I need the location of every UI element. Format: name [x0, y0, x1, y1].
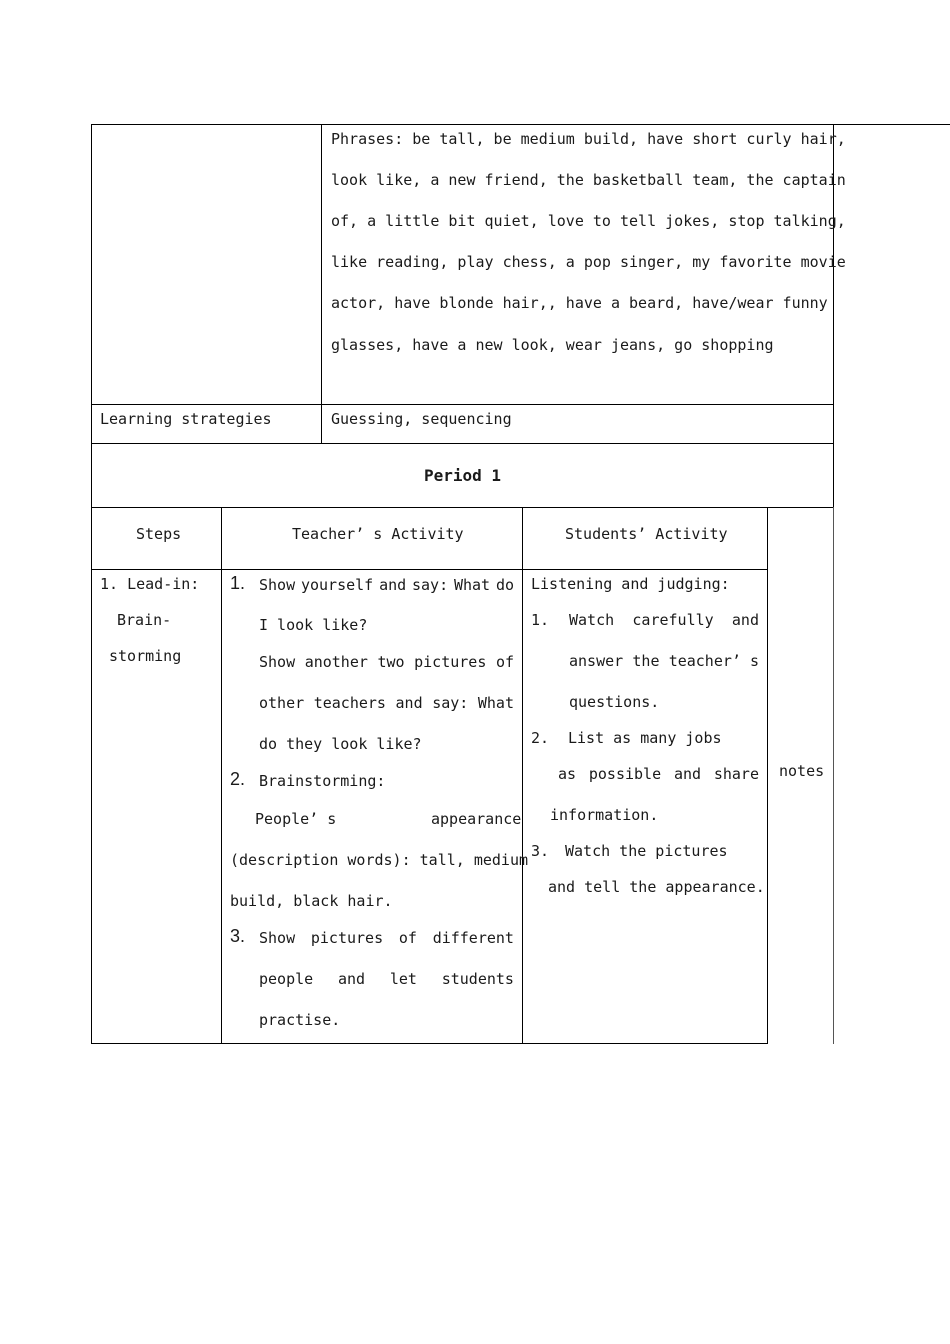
teacher-step-text: Show yourself and say: What do	[259, 576, 514, 594]
list-number: 2.	[230, 769, 246, 789]
teacher-step-text: do they look like?	[259, 735, 422, 753]
teacher-step-text: (description words): tall, medium	[230, 851, 529, 869]
teacher-step-text: I look like?	[259, 616, 368, 634]
teacher-step-text: Brainstorming:	[259, 772, 386, 790]
table-line	[91, 569, 767, 570]
students-step-text: and tell the appearance.	[548, 878, 765, 896]
teacher-step-text: People’ s	[255, 810, 337, 828]
table-line	[91, 124, 92, 1044]
phrases-line: of, a little bit quiet, love to tell jokes, stop talking,	[331, 212, 846, 230]
list-number: 3.	[531, 842, 550, 860]
phrases-line: glasses, have a new look, wear jeans, go shopping	[331, 336, 774, 354]
notes-label: notes	[779, 762, 825, 780]
table-line	[833, 124, 950, 125]
students-step-text: questions.	[569, 693, 660, 711]
students-step-text: as possible and share	[558, 765, 759, 783]
teacher-step-text: other teachers and say: What	[259, 694, 514, 712]
teacher-step-text: practise.	[259, 1011, 341, 1029]
table-line	[91, 507, 833, 508]
table-line	[522, 507, 523, 1044]
teacher-step-text: people and let students	[259, 970, 514, 988]
table-line	[833, 507, 834, 1044]
teacher-step-text: build, black hair.	[230, 892, 393, 910]
table-line	[91, 1043, 767, 1044]
teacher-step-text: Show another two pictures of	[259, 653, 514, 671]
table-line	[767, 507, 768, 1044]
table-line	[91, 443, 833, 444]
header-steps: Steps	[136, 525, 182, 543]
list-number: 2.	[531, 729, 550, 747]
phrases-line: Phrases: be tall, be medium build, have short curly hair,	[331, 130, 846, 148]
list-number: 3.	[230, 926, 246, 946]
step-subtitle: Brain-	[117, 611, 172, 629]
students-step-text: List as many jobs	[568, 729, 722, 747]
phrases-line: look like, a new friend, the basketball team, the captain	[331, 171, 846, 189]
teacher-step-text: Show pictures of different	[259, 929, 514, 947]
list-number: 1.	[230, 573, 246, 593]
strategies-label: Learning strategies	[100, 410, 272, 428]
strategies-value: Guessing, sequencing	[331, 410, 512, 428]
students-step-text: Watch carefully and	[569, 611, 759, 629]
table-line	[91, 404, 833, 405]
step-title: 1. Lead-in:	[100, 575, 200, 593]
teacher-step-text: appearance	[431, 810, 522, 828]
table-line	[221, 507, 222, 1044]
phrases-line: actor, have blonde hair,, have a beard, have/wear funny	[331, 294, 828, 312]
table-line	[321, 124, 322, 444]
header-teacher-activity: Teacher’ s Activity	[292, 525, 464, 543]
step-subtitle: storming	[109, 647, 182, 665]
phrases-line: like reading, play chess, a pop singer, my favorite movie	[331, 253, 846, 271]
students-step-text: answer the teacher’ s	[569, 652, 759, 670]
header-students-activity: Students’ Activity	[565, 525, 728, 543]
students-title: Listening and judging:	[531, 575, 730, 593]
students-step-text: information.	[550, 806, 659, 824]
list-number: 1.	[531, 611, 550, 629]
students-step-text: Watch the pictures	[565, 842, 728, 860]
period-title: Period 1	[424, 466, 502, 485]
table-line	[91, 124, 833, 125]
